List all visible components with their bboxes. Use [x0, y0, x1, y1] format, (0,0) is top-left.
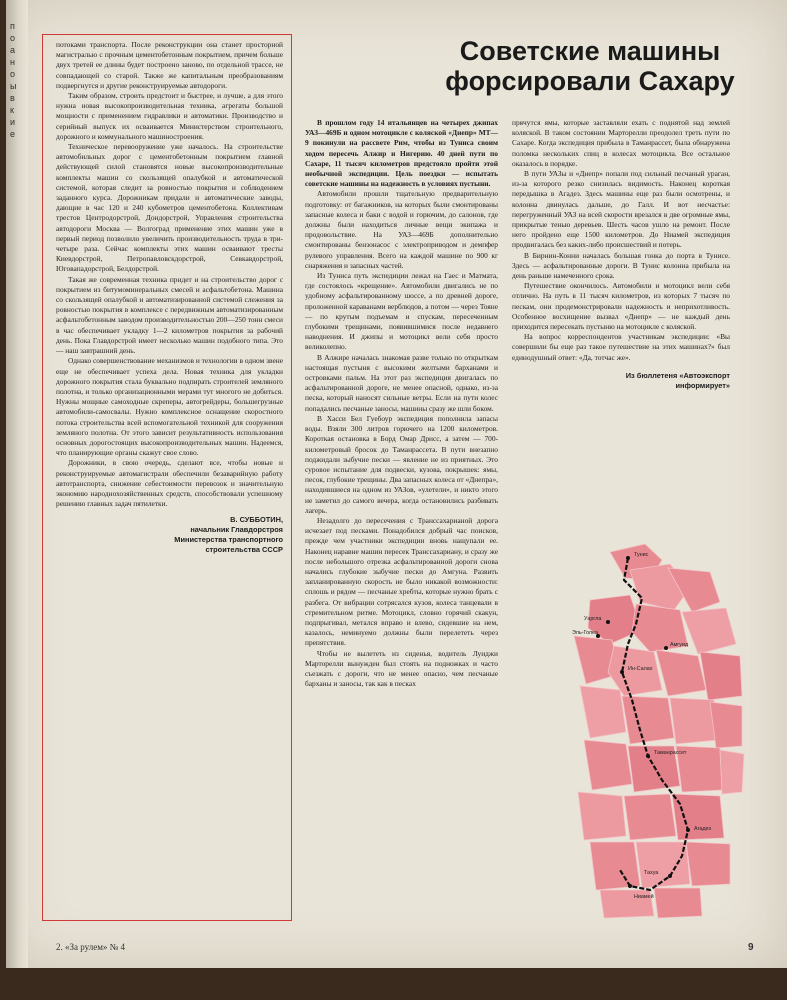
article-paragraph: В Бирнин-Конни началась большая гонка до порта в Тунисе. Здесь — асфальтированные дороги. В Тунис колонна прибыла на день раньше намеченного срока. — [512, 250, 730, 281]
article-paragraph: В пути УАЗы и «Днепр» попали под сильный песчаный ураган, из-за которого резко снизилась видимость. Наконец короткая передышка в Агадез. Здесь машины еще раз были осмотрены, и колонна двинулась дальше, до Галл. И вот несчастье: перегруженный УАЗ на всей скорости врезался в две огромные ямы, прикрытые тенью деревьев. Шесть часов ушло на ремонт. После него пройдено еще 1500 километров. До Ниамей экспедиция продвигалась без каких-либо происшествий и потерь. — [512, 169, 730, 250]
article-column-2 — [512, 118, 730, 536]
city-label: Амгуид — [670, 642, 689, 648]
sidebar-paragraph: Дорожники, в свою очередь, сделают все, чтобы новые и реконструируемые автомагистрали обеспечили безаварийную работу автотранспорта, снижение себестоимости перевозок и значительную экономию народнохозяйственных средств, способствовали успешному решению главных задач пятилетки. — [56, 458, 283, 509]
title-line: Советские машины — [459, 36, 721, 66]
article-column-1 — [305, 118, 498, 913]
sidebar-paragraph: Техническое перевооружение уже началось. На строительстве автомобильных дорог с цементобетонным покрытием главной действующей силой становятся новые высокопроизводительные комплекты машин со скользящей опалубкой и автоматической системой, которая следит за ровностью покрытия и соблюдением заданного курса. Дорожникам придали и автоматические заводы, дающие в час 120 и 240 кубометров цементобетона. Коллективам трестов Центродорстрой, Дондорстрой, Управления строительства автодороги Москва — Волгоград применение этих машин уже в первый период позволило увеличить производительность труда в три-четыре раза. Сейчас комплекты этих машин осваивают тресты Киевдорстрой, Петропавловскдорстрой, Севкавдорстрой, Юговападорстрой, Белдорстрой. — [56, 142, 283, 274]
article-paragraph: Автомобили прошли тщательную предварительную подготовку: от багажников, на которых были смонтированы запасные колеса и баки с водой и горючим, до салонов, где должны были находиться личные вещи экипажа и продовольствие. На УАЗ—469Б дополнительно смонтированы бензонасос с электроприводом и демпфер рулевого управления. Всего на каждой машине по 900 кг снаряжения и запасных частей. — [305, 189, 498, 270]
sidebar-signature — [56, 515, 283, 555]
city-label: Тунис — [634, 552, 649, 558]
article-source: Из бюллетеня «Автоэкспорт информирует» — [625, 370, 730, 390]
article-paragraph: Чтобы не вылететь из сиденья, водитель Луиджи Марторелли вынужден был стоять на подножках и часто съезжать с дороги, что не менее опасно, чем песчаные барханы и заносы, так как в песках — [305, 648, 498, 689]
city-marker — [686, 828, 690, 832]
map-region — [654, 888, 702, 918]
sidebar-paragraph: Однако совершенствование механизмов и технологии в одном звене еще не обеспечивает успеха дела. Новая техника для укладки дорожного покрытия стала буквально подпирать строителей земляного полотна, и только организационными мерами тут многого не добиться. Нужны мощные самоходные скреперы, автогрейдеры, большегрузные автомобили-самосвалы. Нужно комплексное оснащение скоростного потока строительства всей вспомогательной техникой для сооружения земляного полотна. От этого зависит результативность использования основных дорогостоящих высокопроизводительных машин. Надеемся, что планирующие органы скажут свое слово. — [56, 356, 283, 458]
map-region — [710, 702, 742, 748]
page-spine — [6, 0, 28, 968]
map-region — [622, 696, 674, 744]
city-marker — [646, 754, 650, 758]
sidebar-paragraph: Таким образом, строить предстоит и быстрее, и лучше, а для этого нужна новая высокопроизводительная техника, агрегаты большой мощности с применением гидравлики и автоматики. Производство и серийный выпуск их осваивается Министерством строительного, дорожного и коммунального машиностроения. — [56, 91, 283, 141]
article-paragraph: прячутся ямы, которые заставляли ехать с поднятой над землей коляской. В таком состоянии Марторелли преодолел треть пути по Сахаре. Когда экспедиция прибыла в Таманрассет, была обнаружена поломка нескольких спиц в колесах мотоцикла. Все остальное оказалось в порядке. — [512, 118, 730, 168]
map-region — [636, 842, 690, 888]
article-paragraph: Незадолго до пересечения с Транссахарианой дорога исчезает под песками. Понадобился добрый час поисков, прежде чем участники экспедиции вновь нащупали ее. Наконец наравне машин пересек Транссахариану, и сразу же после небольшого отрезка асфальтированной дороги снова начались глубокие зыбучие пески до Амгуна. Развить запланированную скорость не было никакой возможности: сплошь и рядом — песчаные хребты, которые нужно брать с разбега. От вибрации сотрясался кузов, колеса танцевали в стремительном ритме. Мотоцикл, словно горячий скакун, подпрыгивал, метался вправо и влево, сидевшие на нем, казалось, неминуемо должны были перелететь через препятствия. — [305, 515, 498, 648]
map-region — [720, 750, 744, 794]
sidebar-paragraph: потоками транспорта. После реконструкции она станет просторной магистралью с прочным цементобетонным покрытием, причем больше двух третей ее длины будет построено заново, по отдельной трассе, не совпадающей со старой. Также же капитальным преобразованиям подвергнутся и другие реконструируемые автодороги. — [56, 40, 283, 90]
sidebar-paragraph: Такая же современная техника придет и на строительство дорог с покрытием из битумоминеральных смесей и асфальтобетона. Машина со скользящей опалубкой и автоматизированной системой слежения за ровностью покрытия в комплексе с передвижным автоматизированным асфальтобетонным заводом производительностью 200—250 тонн смеси в час обеспечивает укладку 1—2 километров покрытия за рабочий день. Пока Главдорстрой имеет несколько машин подобного типа. Это — наш завтрашний день. — [56, 274, 283, 356]
map-region — [578, 792, 626, 840]
map-region — [682, 608, 736, 654]
article-paragraph: В Алжире началась знакомая разве только по открыткам настоящая пустыня с высокими желтыми барханами и островками пальм. На этот раз экспедиция двигалась по асфальтированной дороге, не менее опасной, однако, из-за песка, который наносят сильные ветры. Если на пути колес попадались песчаные заносы, машины сразу же шли боком. — [305, 352, 498, 413]
city-label: Уаргла — [584, 616, 602, 622]
article-paragraph: Из Туниса путь экспедиции лежал на Гаес и Матмата, где состоялось «крещение». Автомобили двигались не по удобному асфальтированному шоссе, а по древней дороге, проложенной караванами верблюдов, а потом — через Тояне — по крутым подъемам и спускам, пересеченным глубокими трещинами, появившимися после недавнего наводнения. И джипы и мотоцикл вели себя просто великолепно. — [305, 271, 498, 352]
map-region — [584, 740, 632, 790]
map-region — [590, 842, 640, 890]
author-name: В. СУББОТИН, — [230, 515, 283, 525]
author-role: Министерства транспортного — [174, 535, 283, 545]
map-region — [656, 650, 706, 696]
city-marker — [626, 556, 630, 560]
footer-issue: 2. «За рулем» № 4 — [56, 942, 126, 952]
article-title — [440, 36, 740, 96]
previous-page-edge-text: п о а н о ы в к и е — [10, 21, 17, 139]
city-label: Таманрассет — [654, 750, 687, 756]
map-region — [700, 652, 742, 700]
city-marker — [620, 670, 624, 674]
author-role: строительства СССР — [205, 545, 283, 555]
map-region — [580, 686, 626, 738]
map-region — [686, 842, 730, 886]
city-marker — [606, 620, 610, 624]
city-label: Тахуа — [644, 870, 659, 876]
city-label: Ин-Салах — [628, 666, 653, 672]
city-marker — [664, 646, 668, 650]
city-label: Агадез — [694, 826, 711, 832]
article-paragraph: На вопрос корреспондентов участникам экспедиции: «Вы совершили бы еще раз такое путешествие на этих машинах?» был единодушный ответ: «Да, тотчас же». — [512, 332, 730, 362]
map-region — [624, 794, 676, 840]
article-paragraph: Путешествие окончилось. Автомобили и мотоцикл вели себя отлично. На путь в 11 тысяч километров, из которых 7 тысяч по пескам, они продемонстрировали надежность и неприхотливость. Особенное восхищение вызвал «Днепр» — не каждый день приходится пересекать пустыню на мотоцикле с коляской. — [512, 281, 730, 332]
city-marker — [668, 874, 672, 878]
city-label: Ниамей — [634, 894, 654, 900]
route-map — [570, 540, 745, 920]
city-label: Эль-Голеа — [572, 630, 599, 636]
article-paragraph: В прошлом году 14 итальянцев на четырех джипах УАЗ—469Б и одном мотоцикле с коляской «Днепр» МТ—9 покинули на рассвете Рим, чтобы из Туниса своим ходом пересечь Алжир и Нигерию. 40 дней пути по Сахаре, 11 тысяч километров предстояло пройти этой необычной экспедиции. Цель поездки — испытать советские машины на надежность в условиях пустыни. — [305, 118, 498, 189]
page-number: 9 — [748, 942, 754, 953]
article-paragraph: В Хасси Бел Гуебоур экспедиция пополнила запасы воды. Взяли 300 литров горючего на 1200 километров. Короткая остановка в Борд Омар Дрисс, а затем — 700-километровый бросок до Таманрассета. В пути внезапно поджидали зыбучие пески — явление не из приятных. Это суровое испытание для подвески, кузова, покрышек: ямы, песок, глубокие трещины. Два запасных колеса от «Днепра», находившиеся на одном из УАЗов, «улетели», и никто этого не заметил до самого вечера, когда остановились разбивать лагерь. — [305, 413, 498, 515]
city-marker — [628, 884, 632, 888]
author-role: начальник Главдорстроя — [190, 525, 283, 535]
sidebar-column — [56, 40, 283, 915]
title-line: форсировали Сахару — [445, 66, 735, 96]
map-region — [672, 794, 724, 840]
